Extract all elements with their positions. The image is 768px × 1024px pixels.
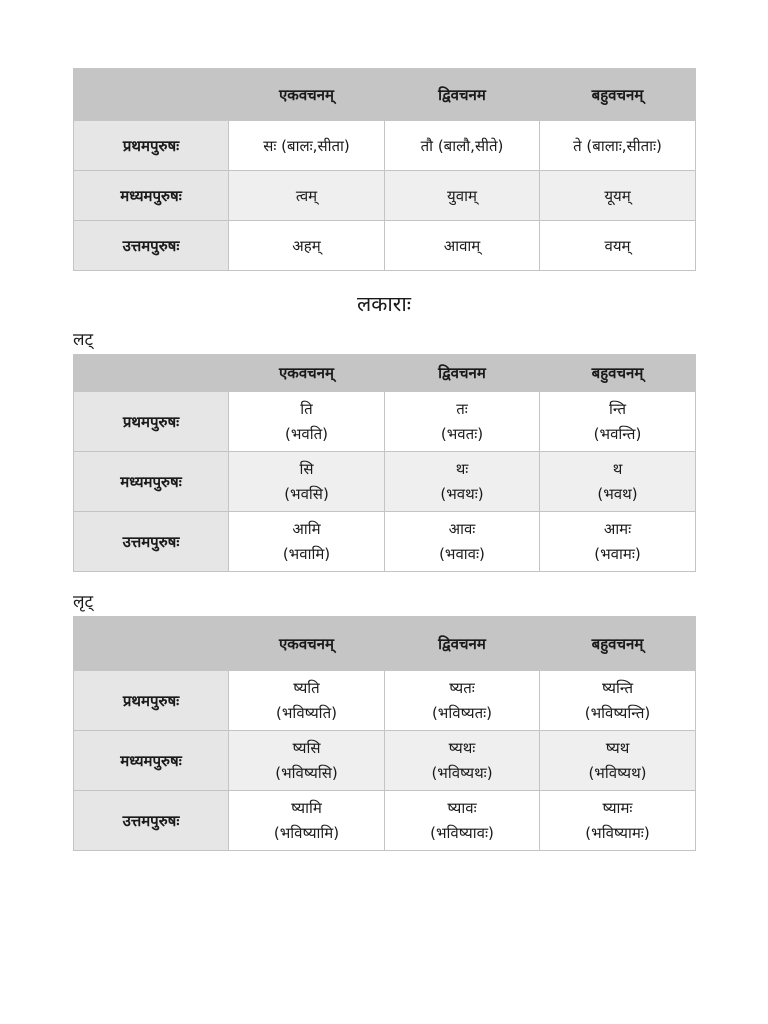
suffix-text: ष्यसि [292,738,321,757]
header-dual: द्विवचनम [385,69,540,121]
table-cell [385,452,540,512]
row-label-second-person: मध्यमपुरुषः [74,452,229,512]
table-cell [385,671,540,731]
suffix-text: सि [299,459,314,478]
suffix-text: थः [455,459,469,478]
table-row [74,221,696,271]
table-cell: वयम् [540,221,696,271]
row-label-first-person: उत्तमपुरुषः [74,791,229,851]
suffix-text: ष्यति [293,678,320,697]
row-label-first-person: उत्तमपुरुषः [74,221,229,271]
suffix-text: आवः [448,519,476,538]
suffix-text: ष्यतः [449,678,475,697]
suffix-text: आमः [603,519,632,538]
row-label-first-person: उत्तमपुरुषः [74,512,229,572]
example-form: (भवथः) [440,484,484,503]
table-cell [229,452,385,512]
example-form: (भविष्यतः) [431,703,493,722]
table-row [74,121,696,171]
table-header-row [74,617,696,671]
header-cell-empty [74,69,229,121]
lrt-table [73,616,696,851]
header-plural: बहुवचनम् [540,355,696,392]
table-header-row [74,355,696,392]
table-row [74,392,696,452]
example-form: (भवतः) [440,424,484,443]
table-cell [385,512,540,572]
table-cell [540,512,696,572]
example-form: (भवामि) [282,544,331,563]
example-form: (भवथ) [597,484,638,503]
table-row [74,171,696,221]
header-singular: एकवचनम् [229,69,385,121]
table-cell [540,731,696,791]
table-cell [540,671,696,731]
table-cell [229,731,385,791]
table-row [74,731,696,791]
section-heading: लकाराः [356,292,412,316]
table-cell [229,512,385,572]
suffix-text: ति [300,399,313,418]
suffix-text: तः [456,399,468,418]
header-singular: एकवचनम् [229,355,385,392]
lrt-label: लृट् [73,592,94,612]
suffix-text: ष्यथ [605,738,630,757]
row-label-third-person: प्रथमपुरुषः [74,671,229,731]
table-row [74,512,696,572]
table-cell: युवाम् [385,171,540,221]
example-form: (भविष्यन्ति) [584,703,651,722]
suffix-text: थ [612,459,623,478]
example-form: (भविष्यथः) [431,763,493,782]
suffix-text: ष्यन्ति [601,678,634,697]
table-cell [385,791,540,851]
table-cell [540,392,696,452]
table-cell: यूयम् [540,171,696,221]
example-form: (भविष्यामः) [585,823,650,842]
table-cell [229,392,385,452]
example-form: (भवसि) [284,484,329,503]
suffix-text: ष्यामि [291,798,322,817]
suffix-text: न्ति [608,399,627,418]
example-form: (भविष्यति) [276,703,337,722]
row-label-second-person: मध्यमपुरुषः [74,171,229,221]
example-form: (भविष्यावः) [430,823,494,842]
table-cell [229,671,385,731]
table-header-row [74,69,696,121]
table-cell [540,791,696,851]
table-row [74,671,696,731]
suffix-text: आमि [292,519,321,538]
example-form: (भविष्यथ) [588,763,647,782]
suffix-text: ष्यामः [602,798,633,817]
lat-table [73,354,696,572]
header-plural: बहुवचनम् [540,69,696,121]
table-cell [229,791,385,851]
table-cell: अहम् [229,221,385,271]
header-singular: एकवचनम् [229,617,385,671]
row-label-second-person: मध्यमपुरुषः [74,731,229,791]
table-cell [385,731,540,791]
table-row [74,791,696,851]
header-dual: द्विवचनम [385,617,540,671]
header-cell-empty [74,617,229,671]
table-cell [540,452,696,512]
example-form: (भवावः) [439,544,485,563]
example-form: (भवामः) [594,544,641,563]
header-cell-empty [74,355,229,392]
table-cell: सः (बालः,सीता) [229,121,385,171]
suffix-text: ष्यथः [448,738,476,757]
pronoun-table [73,68,696,271]
row-label-third-person: प्रथमपुरुषः [74,121,229,171]
example-form: (भविष्यामि) [273,823,340,842]
table-cell: आवाम् [385,221,540,271]
example-form: (भवति) [284,424,329,443]
table-cell: तौ (बालौ,सीते) [385,121,540,171]
example-form: (भवन्ति) [593,424,642,443]
table-row [74,452,696,512]
example-form: (भविष्यसि) [275,763,338,782]
suffix-text: ष्यावः [447,798,477,817]
header-dual: द्विवचनम [385,355,540,392]
table-cell: ते (बालाः,सीताः) [540,121,696,171]
lat-label: लट् [73,330,94,350]
header-plural: बहुवचनम् [540,617,696,671]
table-cell: त्वम् [229,171,385,221]
table-cell [385,392,540,452]
row-label-third-person: प्रथमपुरुषः [74,392,229,452]
